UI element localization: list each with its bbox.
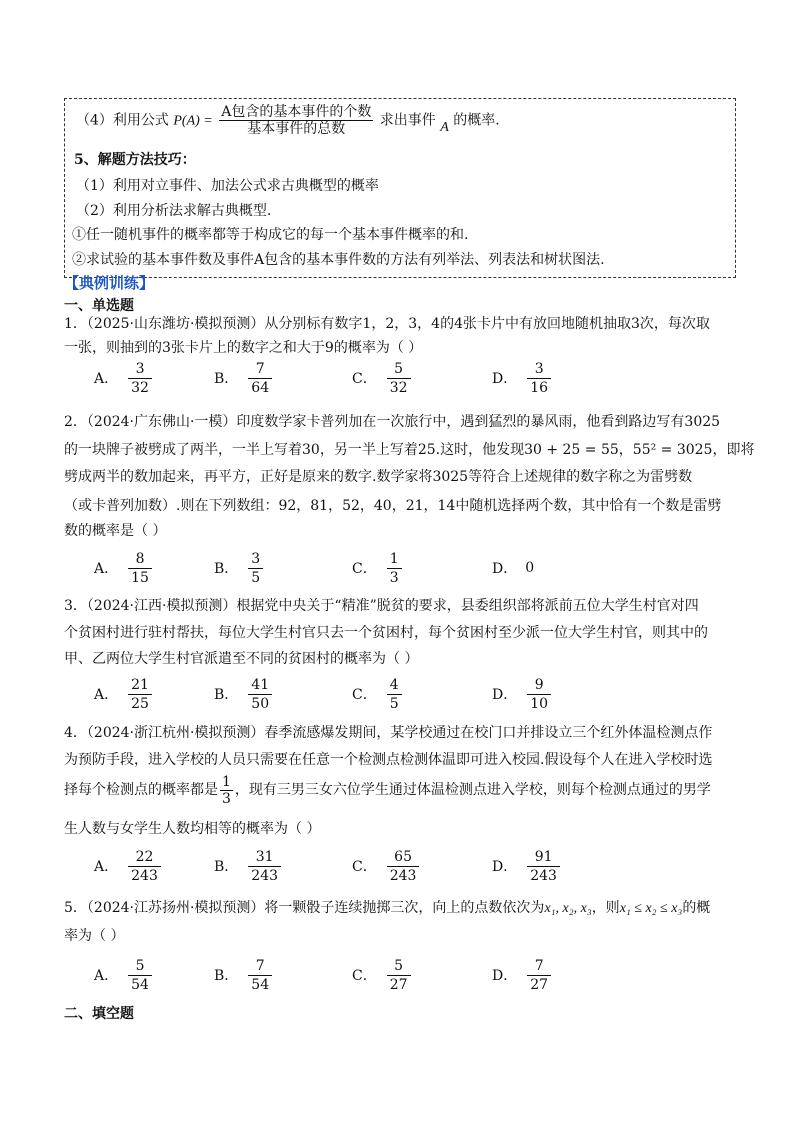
q5-line-1: 5．（2024·江苏扬州·模拟预测）将一颗骰子连续抛掷三次，向上的点数依次为x₁, x₂, x₃，则x₁ ≤ x₂ ≤ x₃的概 xyxy=(64,900,711,916)
q1-option-a[interactable]: A． $\frac{3}{32}$ xyxy=(94,358,154,398)
section-tag: 【典例训练】 xyxy=(64,274,155,292)
q2-line-5: 数的概率是（ ） xyxy=(64,523,167,539)
q4-option-d[interactable]: D． $\frac{91}{243}$ xyxy=(492,846,562,886)
q2-line-4: （或卡普列加数）.则在下列数组：92，81，52，40，21，14中随机选择两个数，其中恰有一个数是雷劈 xyxy=(64,498,722,514)
q1-options xyxy=(94,358,654,398)
q3-option-d[interactable]: D． $\frac{9}{10}$ xyxy=(492,674,553,714)
q1-option-d[interactable]: D． $\frac{3}{16}$ xyxy=(492,358,553,398)
formula-fraction: $\frac{\text{A包含的基本事件的个数}}{\text{基本事件的总数}}$ xyxy=(221,104,372,137)
q1-line-2: 一张，则抽到的3张卡片上的数字之和大于9的概率为（ ） xyxy=(64,340,423,356)
q4-option-b[interactable]: B． $\frac{31}{243}$ xyxy=(214,846,283,886)
q3-options xyxy=(94,674,654,714)
q5-option-d[interactable]: D． $\frac{7}{27}$ xyxy=(492,955,553,995)
q2-option-c[interactable]: C． $\frac{1}{3}$ xyxy=(352,548,404,588)
section-single-choice: 一、单选题 xyxy=(64,298,134,314)
q4-line-4: 生人数与女学生人数均相等的概率为（ ） xyxy=(64,821,321,837)
q5-option-c[interactable]: C． $\frac{5}{27}$ xyxy=(352,955,413,995)
q3-line-2: 个贫困村进行驻村帮扶，每位大学生村官只去一个贫困村，每个贫困村至少派一位大学生村官，则其中的 xyxy=(64,625,708,641)
q2-line-2: 的一块牌子被劈成了两半，一半上写着30，另一半上写着25.这时，他发现30 + 25 = 55，55² = 3025，即将 xyxy=(64,442,755,458)
q3-line-1: 3．（2024·江西·模拟预测）根据党中央关于“精准”脱贫的要求，县委组织部将派前五位大学生村官对四 xyxy=(64,598,699,614)
q4-option-c[interactable]: C． $\frac{65}{243}$ xyxy=(352,846,421,886)
q1-option-b[interactable]: B． $\frac{7}{64}$ xyxy=(214,358,274,398)
q3-line-3: 甲、乙两位大学生村官派遣至不同的贫困村的概率为（ ） xyxy=(64,651,419,667)
tip-4: ②求试验的基本事件数及事件A包含的基本事件数的方法有列举法、列表法和树状图法. xyxy=(72,252,605,268)
q5-line-2: 率为（ ） xyxy=(64,928,125,944)
step4-line: （4）利用公式 P(A) = $\frac{\text{A包含的基本事件的个数}}{\text{基本事件的总数}}$ 求出事件 A 的概率. xyxy=(76,104,500,137)
q5-options xyxy=(94,955,654,995)
q2-options xyxy=(94,548,654,588)
formula-lhs: P(A) = xyxy=(173,113,213,129)
q3-option-c[interactable]: C． $\frac{4}{5}$ xyxy=(352,674,404,714)
q2-option-a[interactable]: A． $\frac{8}{15}$ xyxy=(94,548,154,588)
q2-line-1: 2．（2024·广东佛山·一模）印度数学家卡普列加在一次旅行中，遇到猛烈的暴风雨，他看到路边写有3025 xyxy=(64,414,721,430)
q4-line-3: 择每个检测点的概率都是 $\frac{1}{3}$ ，现有三男三女六位学生通过体温检测点进入学校，则每个检测点通过的男学 xyxy=(64,773,711,807)
q3-option-b[interactable]: B． $\frac{41}{50}$ xyxy=(214,674,274,714)
tip-1: （1）利用对立事件、加法公式求古典概型的概率 xyxy=(76,178,379,194)
q4-options xyxy=(94,846,654,886)
section-fill-blank: 二、填空题 xyxy=(64,1006,134,1022)
q3-option-a[interactable]: A． $\frac{21}{25}$ xyxy=(94,674,154,714)
q2-option-b[interactable]: B． $\frac{3}{5}$ xyxy=(214,548,265,588)
q2-option-d[interactable]: D． 0 xyxy=(492,560,535,577)
heading-5: 5、解题方法技巧： xyxy=(74,152,196,168)
q4-line-1: 4．（2024·浙江杭州·模拟预测）春季流感爆发期间，某学校通过在校门口并排设立三个红外体温检测点作 xyxy=(64,725,713,741)
q4-option-a[interactable]: A． $\frac{22}{243}$ xyxy=(94,846,163,886)
q2-line-3: 劈成两半的数加起来，再平方，正好是原来的数字.数学家将3025等符合上述规律的数字称之为雷劈数 xyxy=(64,469,693,485)
q5-option-a[interactable]: A． $\frac{5}{54}$ xyxy=(94,955,154,995)
tip-3: ①任一随机事件的概率都等于构成它的每一个基本事件概率的和. xyxy=(72,227,469,243)
q1-line-1: 1．（2025·山东潍坊·模拟预测）从分别标有数字1，2，3，4的4张卡片中有放回地随机抽取3次，每次取 xyxy=(64,316,710,332)
q4-line-2: 为预防手段，进入学校的人员只需要在任意一个检测点检测体温即可进入校园.假设每个人在进入学校时选 xyxy=(64,752,713,768)
q5-option-b[interactable]: B． $\frac{7}{54}$ xyxy=(214,955,274,995)
tip-2: （2）利用分析法求解古典概型. xyxy=(76,203,272,219)
q1-option-c[interactable]: C． $\frac{5}{32}$ xyxy=(352,358,413,398)
